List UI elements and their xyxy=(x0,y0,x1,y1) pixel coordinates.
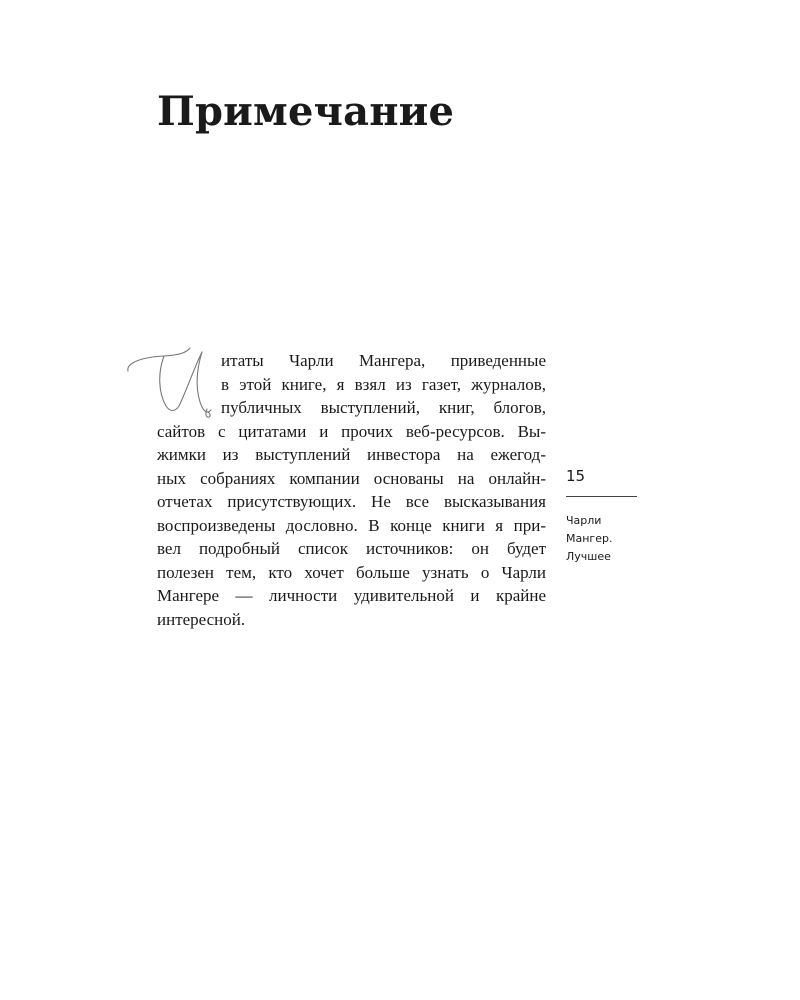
body-line-10: полезен тем, кто хочет больше узнать о Чарли xyxy=(157,562,546,582)
body-line-6: ных собраниях компании основаны на онлайн- xyxy=(157,468,546,488)
body-line-8: воспроизведены дословно. В конце книги я при- xyxy=(157,515,546,535)
body-line-7: отчетах присутствующих. Не все высказывания xyxy=(157,492,546,511)
page-number: 15 xyxy=(566,467,586,485)
body-line-4: сайтов с цитатами и прочих веб-ресурсов. Вы- xyxy=(157,421,546,441)
body-line-3: публичных выступлений, книг, блогов, xyxy=(221,398,546,417)
running-title-line-3: Лучшее xyxy=(566,550,611,563)
chapter-title: Примечание xyxy=(157,88,455,135)
body-line-11: Мангере — личности удивительной и крайне xyxy=(157,586,546,605)
body-line-5: жимки из выступлений инвестора на ежегод- xyxy=(157,445,546,464)
running-title-line-1: Чарли xyxy=(566,514,602,527)
body-line-1: итаты Чарли Мангера, приведенные xyxy=(221,351,546,370)
running-title xyxy=(566,512,612,566)
body-line-9: вел подробный список источников: он будет xyxy=(157,539,546,558)
running-title-line-2: Мангер. xyxy=(566,532,613,545)
body-line-12: интересной. xyxy=(157,609,246,629)
drop-cap-glyph xyxy=(124,344,214,420)
body-line-2: в этой книге, я взял из газет, журналов, xyxy=(221,374,546,394)
sidenote-divider xyxy=(566,496,637,497)
